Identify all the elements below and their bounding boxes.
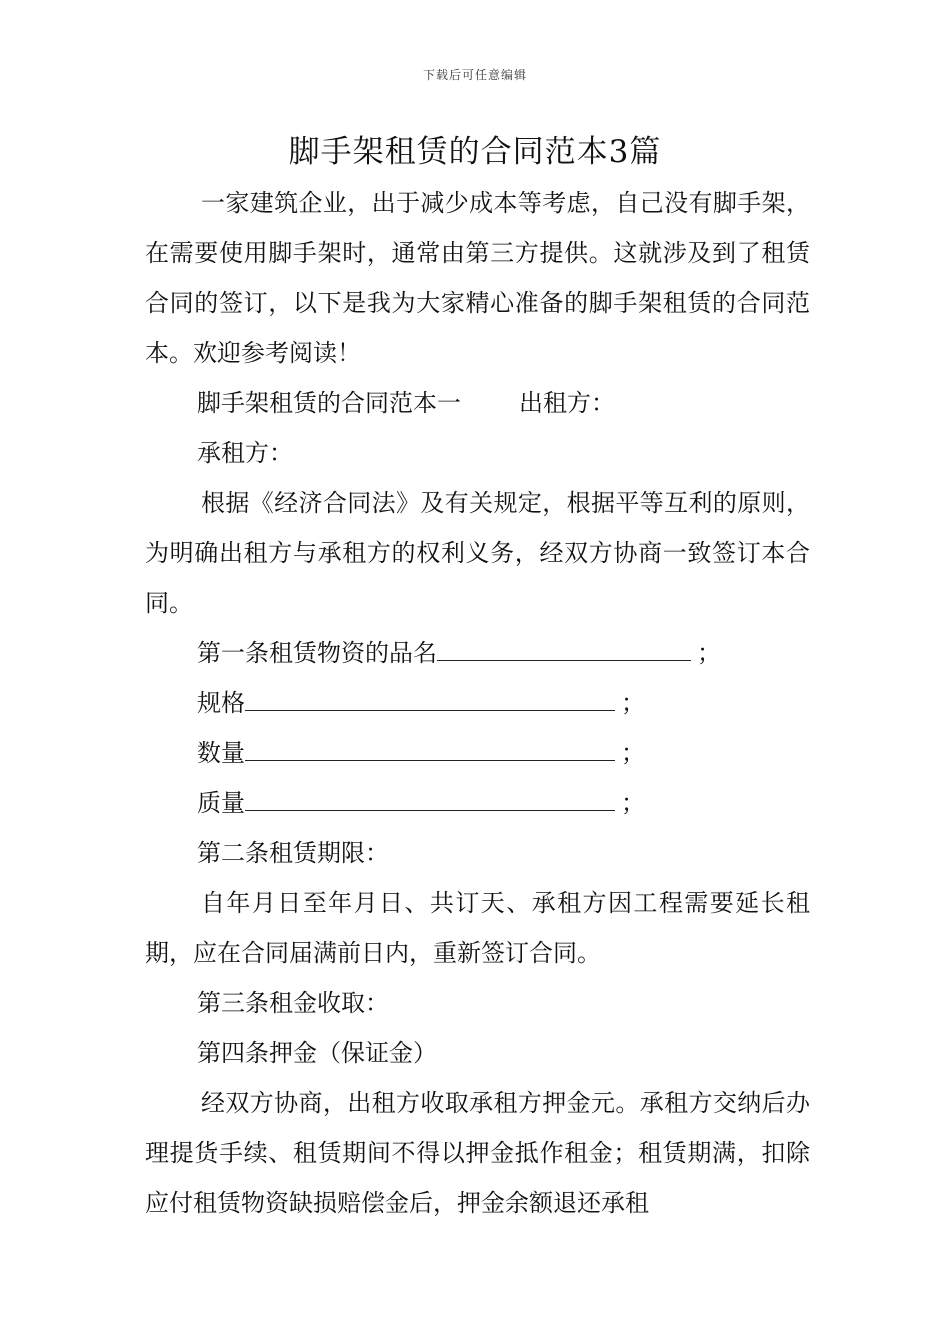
article3-line [145,978,810,1028]
quality-blank [245,782,615,811]
article4-label: 第四条押金（保证金） [197,1039,437,1067]
article4-line [145,1028,810,1078]
article2-label: 第二条租赁期限： [197,839,389,867]
spec-blank [245,682,615,711]
document-body [145,178,810,1228]
section-heading-line [145,378,810,428]
spec-label: 规格 [197,689,245,717]
lessee-line [145,428,810,478]
document-title: 脚手架租赁的合同范本3篇 [288,134,662,170]
article1-line: 第一条租赁物资的品名 ； [145,628,810,678]
intro-paragraph: 一家建筑企业，出于减少成本等考虑，自己没有脚手架，在需要使用脚手架时，通常由第三方提供。这就涉及到了租赁合同的签订，以下是我为大家精心准备的脚手架租赁的合同范本。欢迎参考阅读！ [145,189,810,367]
section-heading: 脚手架租赁的合同范本一 [197,389,461,417]
article2-line [145,828,810,878]
spec-line: 规格 ； [145,678,810,728]
header-note: 下载后可任意编辑 [422,68,527,82]
item-name-blank [437,632,691,661]
basis-paragraph: 根据《经济合同法》及有关规定，根据平等互利的原则，为明确出租方与承租方的权利义务，经双方协商一致签订本合同。 [145,489,810,617]
quality-label: 质量 [197,789,245,817]
deposit-paragraph: 经双方协商，出租方收取承租方押金元。承租方交纳后办理提货手续、租赁期间不得以押金抵作租金；租赁期满，扣除应付租赁物资缺损赔偿金后，押金余额退还承租 [145,1089,810,1217]
article1-label: 第一条租赁物资的品名 [197,639,437,667]
term-paragraph: 自年月日至年月日、共订天、承租方因工程需要延长租期，应在合同届满前日内，重新签订合同。 [145,889,810,967]
article3-label: 第三条租金收取： [197,989,389,1017]
quality-line: 质量 ； [145,778,810,828]
quantity-label: 数量 [197,739,245,767]
lessee-label: 承租方： [197,439,293,467]
lessor-label: 出租方： [519,389,615,417]
quantity-line: 数量 ； [145,728,810,778]
quantity-blank [245,732,615,761]
